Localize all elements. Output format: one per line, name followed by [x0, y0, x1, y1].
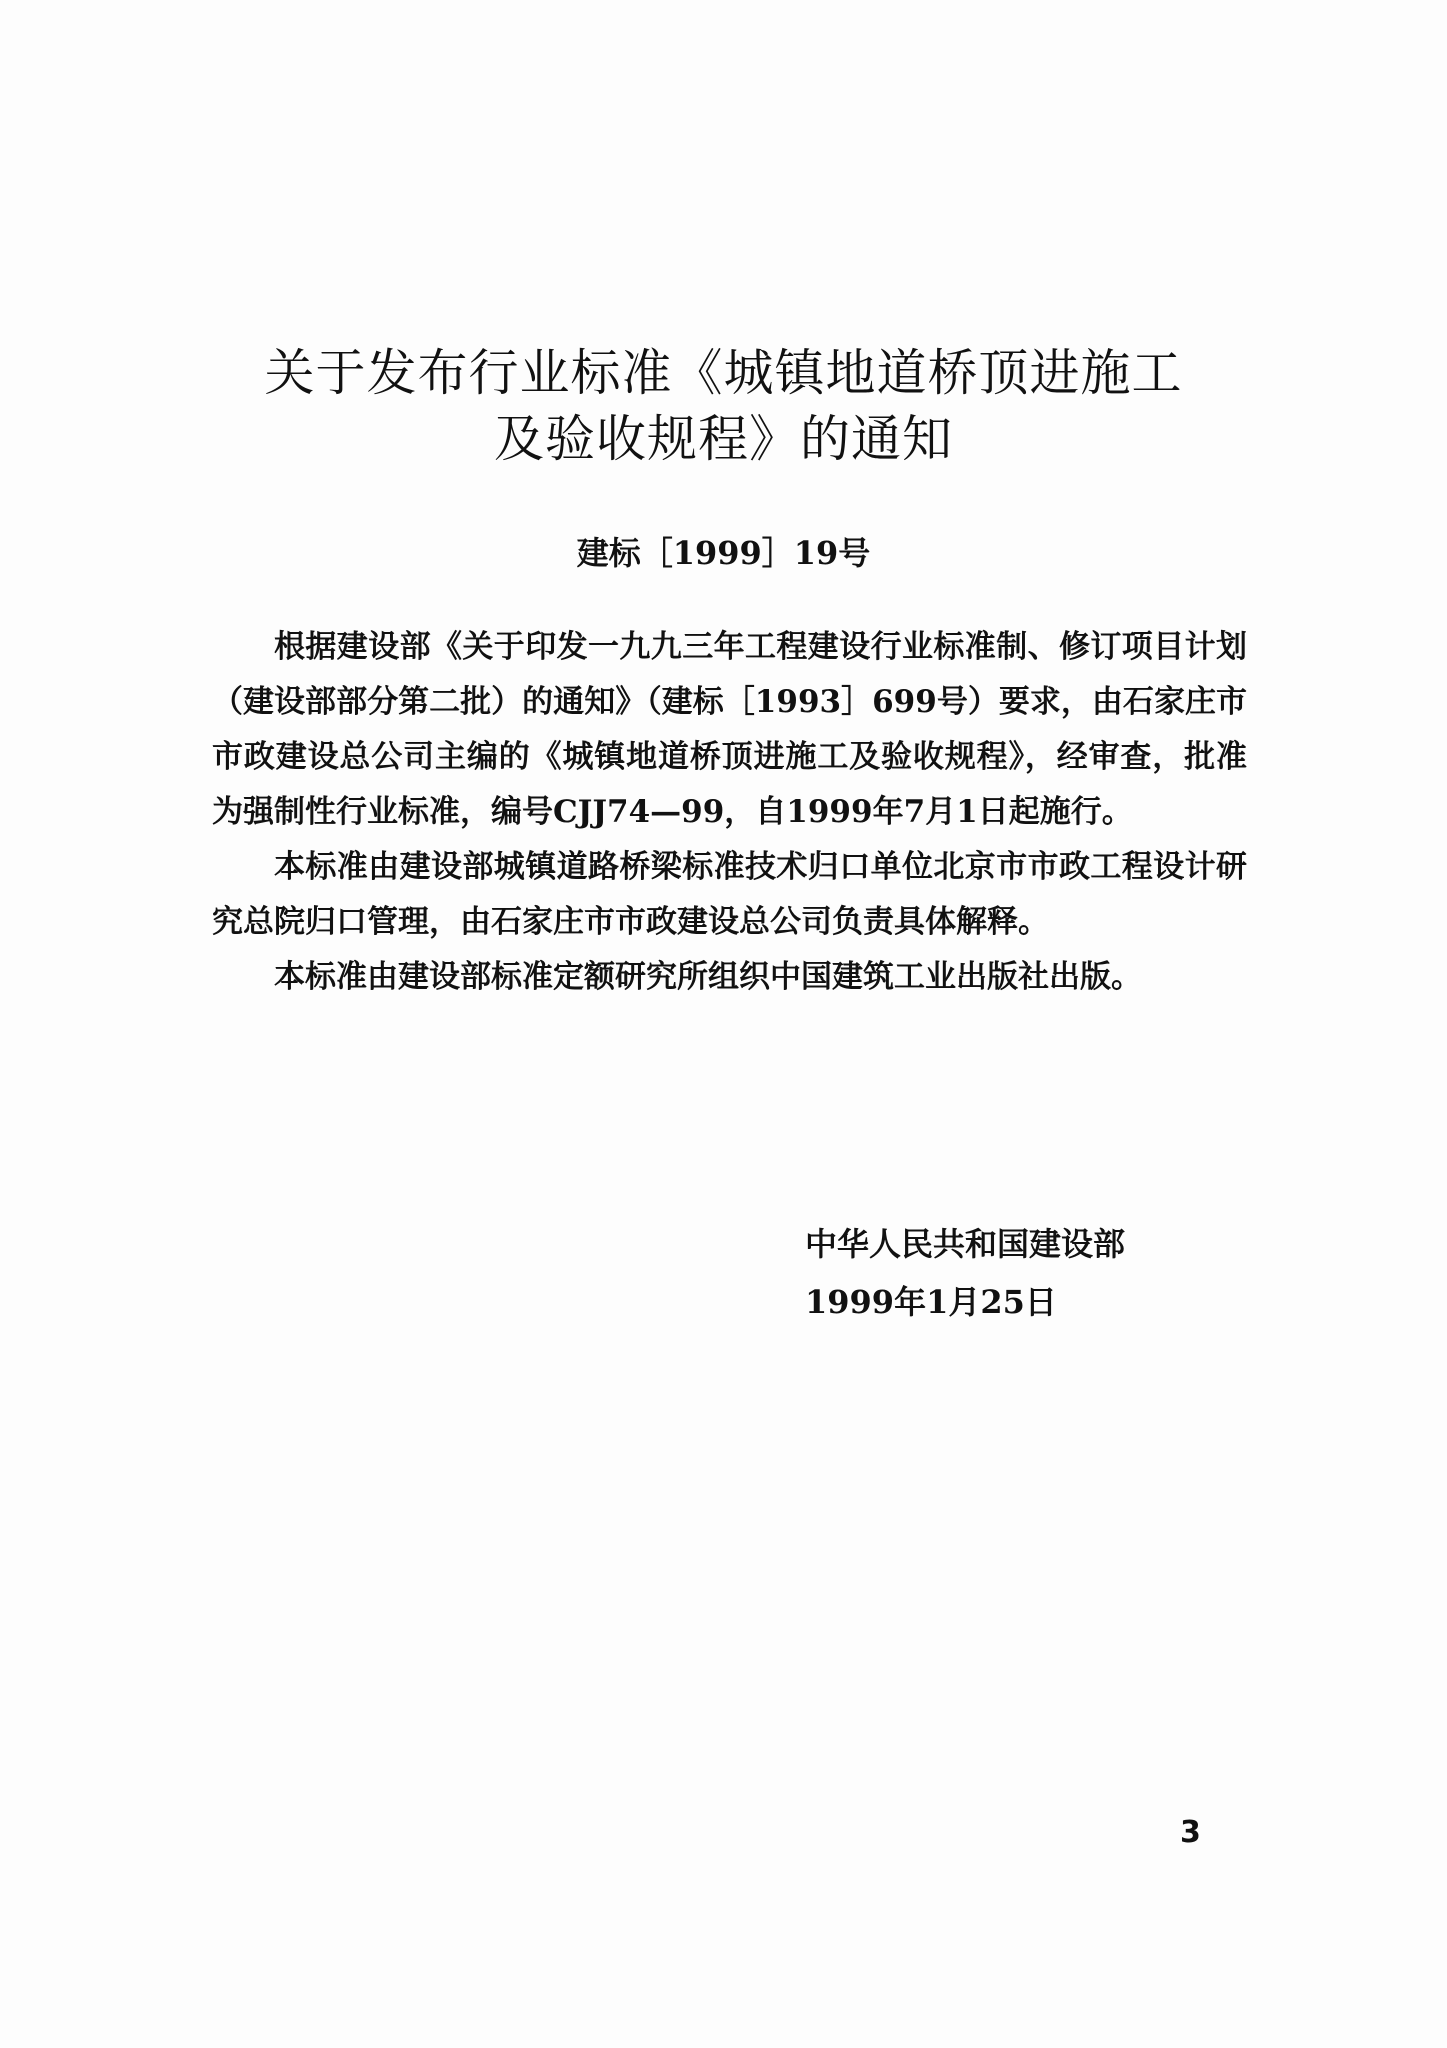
issue-date: 1999年1月25日 [805, 1283, 1057, 1321]
signature-block [805, 1215, 1125, 1331]
document-number: 建标［1999］19号 [576, 534, 871, 572]
page-number: 3 [1180, 1815, 1201, 1850]
paragraph: 本标准由建设部城镇道路桥梁标准技术归口单位北京市市政工程设计研究总院归口管理，由石家庄市市政建设总公司负责具体解释。 [212, 849, 1247, 940]
body-text [212, 620, 1247, 1005]
title-line-1: 关于发布行业标准《城镇地道桥顶进施工 [264, 344, 1183, 402]
paragraph: 本标准由建设部标准定额研究所组织中国建筑工业出版社出版。 [274, 959, 1142, 995]
paragraph: 根据建设部《关于印发一九九三年工程建设行业标准制、修订项目计划（建设部部分第二批）的通知》（建标［1993］699号）要求，由石家庄市市政建设总公司主编的《城镇地道桥顶进施工及验收规程》，经审查，批准为强制性行业标准，编号CJJ74—99，自1999年7月1日起施行。 [212, 629, 1247, 830]
issuer: 中华人民共和国建设部 [805, 1225, 1126, 1263]
title-line-2: 及验收规程》的通知 [494, 410, 953, 468]
